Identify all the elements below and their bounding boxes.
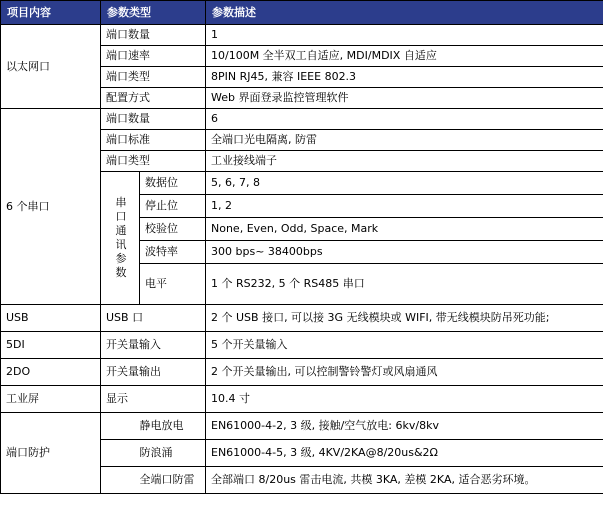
param-desc: 1	[206, 25, 603, 46]
group-label-screen: 工业屏	[1, 386, 101, 413]
param-type: 端口标准	[101, 130, 206, 151]
table-row	[1, 25, 603, 46]
param-type: 电平	[140, 264, 206, 305]
comm-params-label	[101, 172, 140, 305]
table-row	[1, 386, 603, 413]
param-desc: 1 个 RS232, 5 个 RS485 串口	[206, 264, 603, 305]
param-type: 端口类型	[101, 151, 206, 172]
param-desc: 全部端口 8/20us 雷击电流, 共模 3KA, 差模 2KA, 适合恶劣环境。	[206, 467, 603, 494]
param-desc: 全端口光电隔离, 防雷	[206, 130, 603, 151]
param-desc: 8PIN RJ45, 兼容 IEEE 802.3	[206, 67, 603, 88]
param-desc: 2 个 USB 接口, 可以接 3G 无线模块或 WIFI, 带无线模块防吊死功能;	[206, 305, 603, 332]
param-desc: 5 个开关量输入	[206, 332, 603, 359]
table-row	[1, 109, 603, 130]
group-label-di: 5DI	[1, 332, 101, 359]
header-type: 参数类型	[101, 1, 206, 25]
param-type: 显示	[101, 386, 206, 413]
group-label-protection: 端口防护	[1, 413, 101, 494]
comm-label-char: 口	[115, 210, 127, 223]
param-desc: 10/100M 全半双工自适应, MDI/MDIX 自适应	[206, 46, 603, 67]
param-desc: Web 界面登录监控管理软件	[206, 88, 603, 109]
header-desc: 参数描述	[206, 1, 603, 25]
comm-label-char: 串	[115, 196, 127, 209]
param-type: 开关量输入	[101, 332, 206, 359]
param-desc: 10.4 寸	[206, 386, 603, 413]
header-item: 项目内容	[1, 1, 101, 25]
param-type: 校验位	[140, 218, 206, 241]
table-row	[1, 359, 603, 386]
param-type: USB 口	[101, 305, 206, 332]
param-desc: 2 个开关量输出, 可以控制警铃警灯或风扇通风	[206, 359, 603, 386]
param-type: 端口速率	[101, 46, 206, 67]
param-desc: EN61000-4-2, 3 级, 接触/空气放电: 6kv/8kv	[206, 413, 603, 440]
param-type: 波特率	[140, 241, 206, 264]
table-row	[1, 413, 603, 440]
param-type: 端口数量	[101, 25, 206, 46]
param-desc: 1, 2	[206, 195, 603, 218]
param-desc: 工业接线端子	[206, 151, 603, 172]
table-row	[1, 332, 603, 359]
comm-label-char: 数	[115, 266, 127, 279]
table-row	[1, 305, 603, 332]
param-desc: None, Even, Odd, Space, Mark	[206, 218, 603, 241]
param-type: 开关量输出	[101, 359, 206, 386]
comm-label-char: 参	[115, 252, 127, 265]
comm-label-char: 通	[115, 224, 127, 237]
param-desc: 300 bps~ 38400bps	[206, 241, 603, 264]
group-label-usb: USB	[1, 305, 101, 332]
group-label-ethernet: 以太网口	[1, 25, 101, 109]
param-type: 端口数量	[101, 109, 206, 130]
param-desc: 5, 6, 7, 8	[206, 172, 603, 195]
group-label-serial: 6 个串口	[1, 109, 101, 305]
header-row	[1, 1, 603, 25]
param-type: 配置方式	[101, 88, 206, 109]
param-type: 数据位	[140, 172, 206, 195]
param-type: 静电放电	[140, 413, 206, 440]
param-desc: 6	[206, 109, 603, 130]
param-type: 端口类型	[101, 67, 206, 88]
param-type: 防浪涌	[140, 440, 206, 467]
group-label-do: 2DO	[1, 359, 101, 386]
param-desc: EN61000-4-5, 3 级, 4KV/2KA@8/20us&2Ω	[206, 440, 603, 467]
comm-label-char: 讯	[115, 238, 127, 251]
param-type: 停止位	[140, 195, 206, 218]
param-type: 全端口防雷	[140, 467, 206, 494]
